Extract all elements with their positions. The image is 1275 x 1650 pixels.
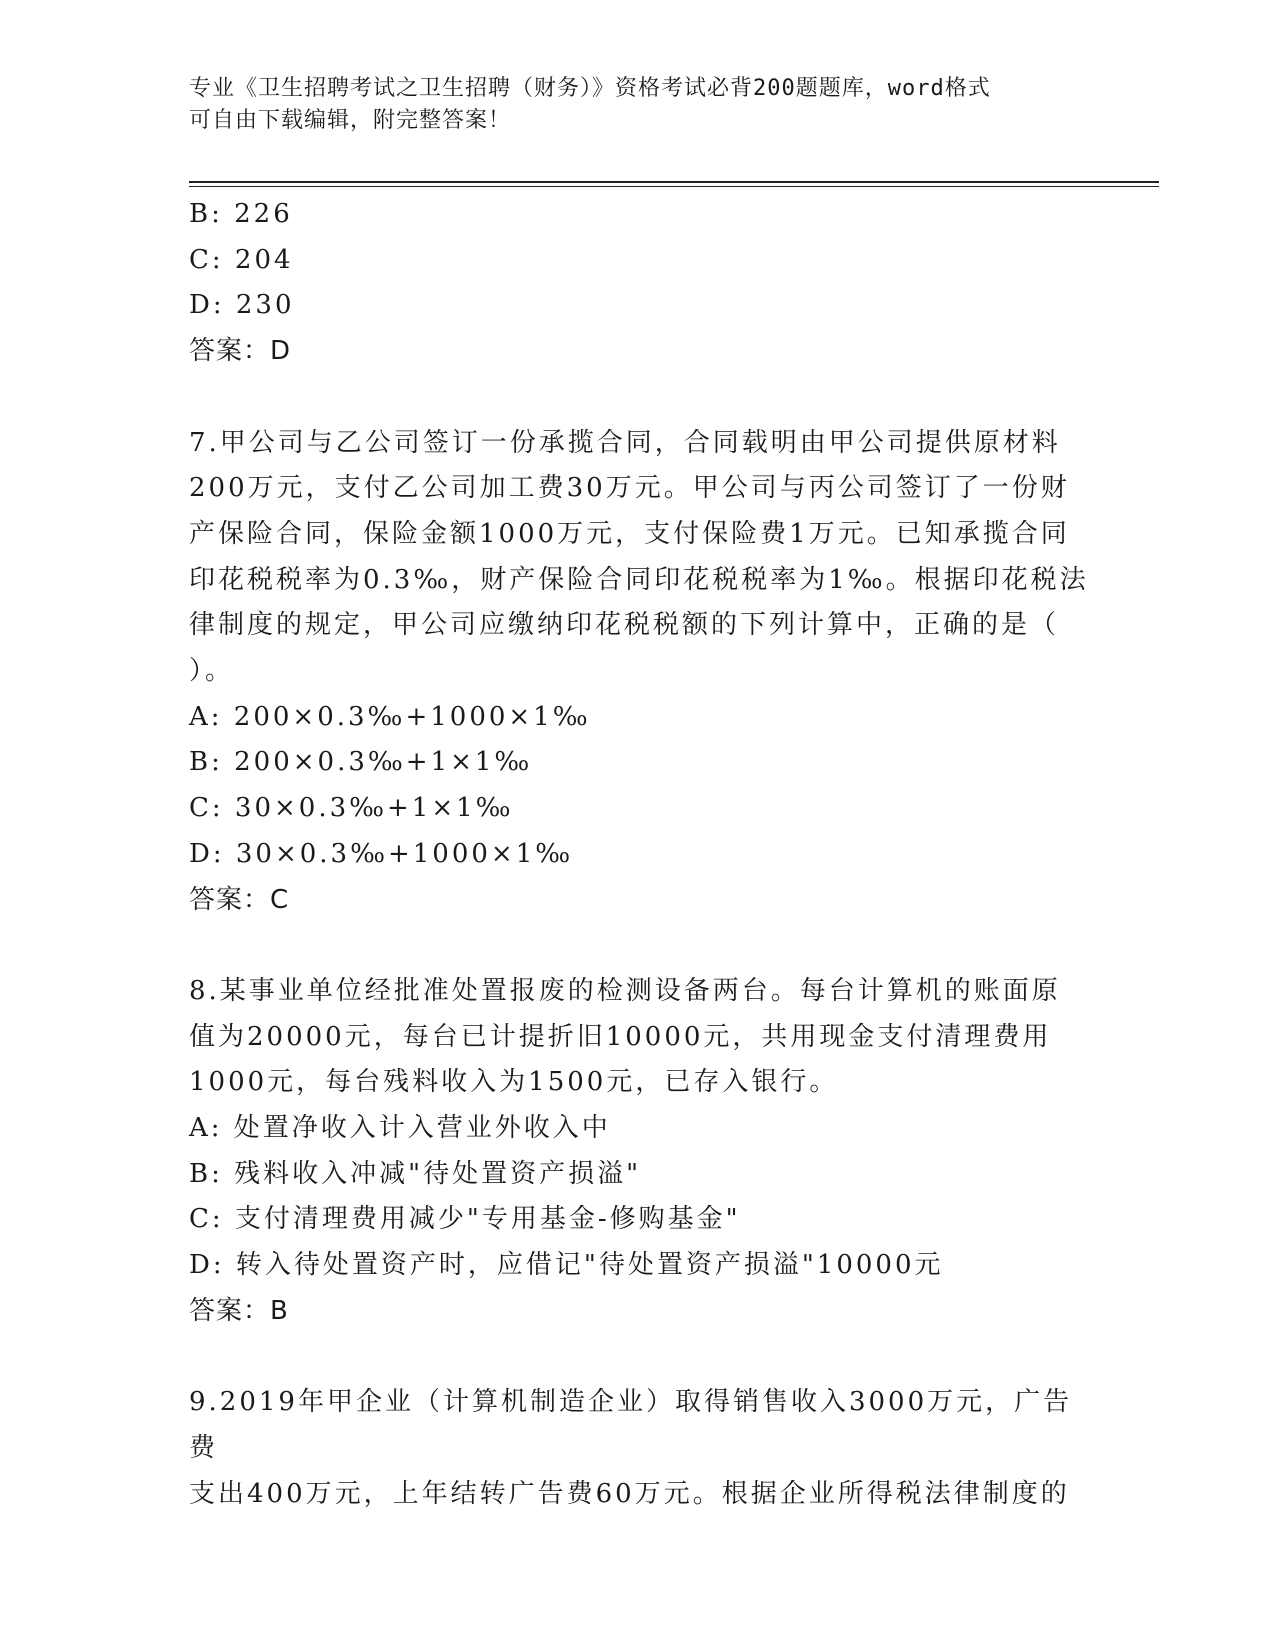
answer: 答案：B [189, 1295, 289, 1326]
answer: 答案：C [189, 884, 290, 915]
question-stem-line: 支出400万元，上年结转广告费60万元。根据企业所得税法律制度的 [189, 1478, 1070, 1509]
question-stem-line: 200万元，支付乙公司加工费30万元。甲公司与丙公司签订了一份财 [189, 473, 1070, 504]
option-c: C: 204 [189, 244, 294, 275]
answer: 答案：D [189, 336, 292, 367]
option-c: C: 30×0.3‰+1×1‰ [189, 793, 514, 824]
question-stem-line: ）。 [189, 656, 235, 687]
question-stem-line: 印花税税率为0.3‰，财产保险合同印花税税率为1‰。根据印花税法 [189, 564, 1089, 595]
option-a: A: 处置净收入计入营业外收入中 [189, 1113, 611, 1144]
option-a: A: 200×0.3‰+1000×1‰ [189, 701, 591, 732]
question-7 [189, 421, 1089, 924]
document-body [189, 192, 1089, 1517]
header-line-2: 可自由下载编辑，附完整答案！ [189, 108, 512, 133]
option-d: D: 转入待处置资产时，应借记"待处置资产损溢"10000元 [189, 1250, 944, 1281]
question-stem-line: 产保险合同，保险金额1000万元，支付保险费1万元。已知承揽合同 [189, 518, 1070, 549]
question-stem-line: 8.某事业单位经批准处置报废的检测设备两台。每台计算机的账面原 [189, 975, 1061, 1006]
document-header [189, 73, 1089, 137]
question-stem-line: 1000元，每台残料收入为1500元，已存入银行。 [189, 1067, 839, 1098]
header-rule-thin [189, 186, 1159, 187]
question-9 [189, 1380, 1089, 1517]
option-d: D: 30×0.3‰+1000×1‰ [189, 838, 574, 869]
header-line-1: 专业《卫生招聘考试之卫生招聘（财务）》资格考试必背200题题库，word格式 [189, 76, 991, 101]
question-6 [189, 192, 1089, 375]
option-b: B: 226 [189, 199, 293, 229]
option-b: B: 残料收入冲减"待处置资产损溢" [189, 1158, 642, 1189]
option-b: B: 200×0.3‰+1×1‰ [189, 747, 533, 778]
header-rule-thick [189, 181, 1159, 183]
question-stem-line: 7.甲公司与乙公司签订一份承揽合同，合同载明由甲公司提供原材料 [189, 427, 1061, 458]
option-c: C: 支付清理费用减少"专用基金-修购基金" [189, 1204, 741, 1235]
question-stem-line: 律制度的规定，甲公司应缴纳印花税税额的下列计算中，正确的是（ [189, 610, 1060, 641]
question-stem-line: 值为20000元，每台已计提折旧10000元，共用现金支付清理费用 [189, 1021, 1052, 1052]
option-d: D: 230 [189, 290, 295, 321]
question-stem-line: 9.2019年甲企业（计算机制造企业）取得销售收入3000万元，广告费 [189, 1387, 1073, 1463]
question-8 [189, 969, 1089, 1335]
